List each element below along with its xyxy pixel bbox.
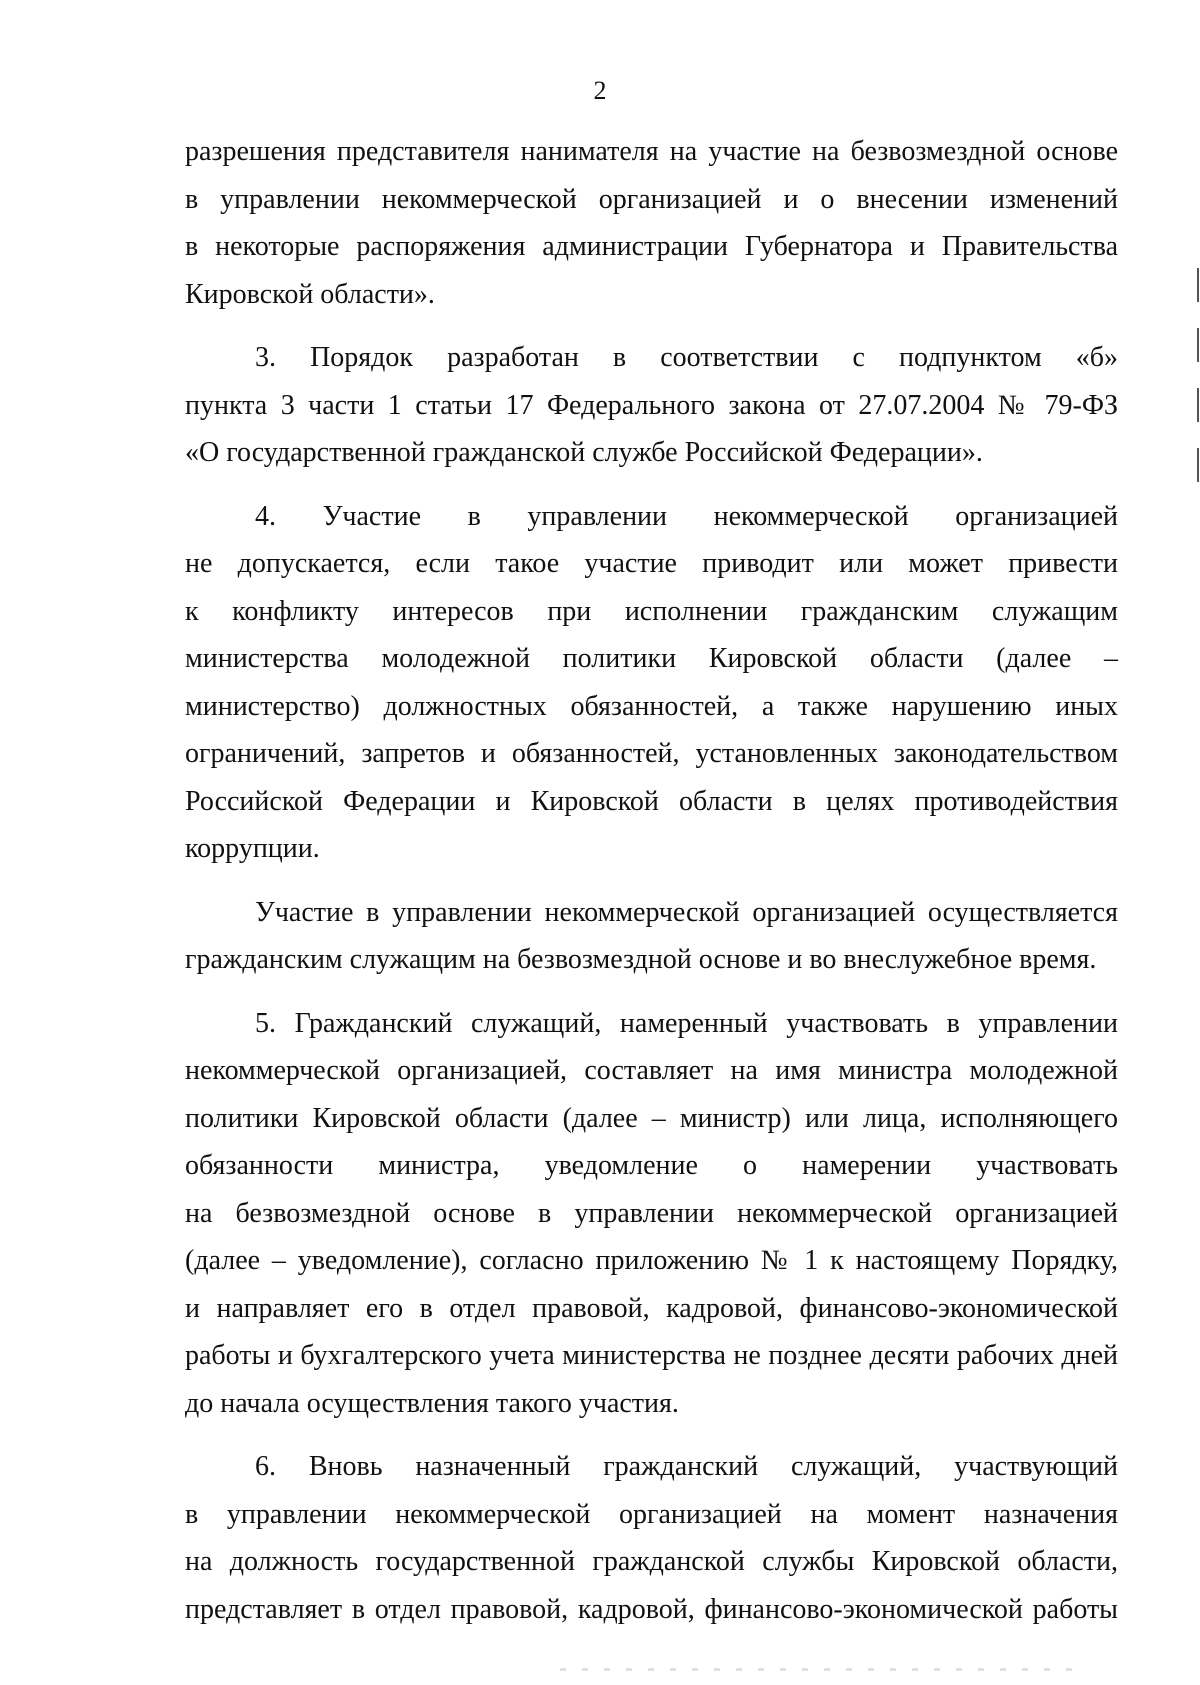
page-number: 2 (593, 76, 607, 105)
text-line: министерство) должностных обязанностей, а также нарушению иных (185, 690, 1118, 722)
text-line: Российской Федерации и Кировской области в целях противодействия (185, 785, 1118, 817)
text-line: коррупции. (185, 833, 320, 864)
text-line: гражданским служащим на безвозмездной основе и во внеслужебное время. (185, 944, 1097, 975)
text-line: (далее – уведомление), согласно приложению № 1 к настоящему Порядку, (185, 1245, 1118, 1276)
text-line: разрешения представителя нанимателя на участие на безвозмездной основе (185, 136, 1118, 167)
text-line: «О государственной гражданской службе Российской Федерации». (185, 437, 983, 468)
paragraph-gap (185, 318, 1118, 334)
text-line: не допускается, если такое участие приводит или может привести (185, 548, 1118, 579)
text-line: на безвозмездной основе в управлении некоммерческой организацией (185, 1197, 1118, 1229)
scan-margin-mark (1197, 388, 1199, 422)
text-line: представляет в отдел правовой, кадровой, финансово-экономической работы (185, 1593, 1118, 1625)
document-body (185, 128, 1118, 1633)
scan-margin-mark (1197, 268, 1199, 302)
paragraph-6-start: 6. Вновь назначенный гражданский служащий, участвующий (255, 1451, 1118, 1482)
text-line: в управлении некоммерческой организацией на момент назначения (185, 1498, 1118, 1530)
scan-bottom-noise (560, 1668, 1080, 1671)
text-line: до начала осуществления такого участия. (185, 1387, 679, 1419)
scan-margin-marks (1196, 268, 1200, 498)
paragraph-5-start: 5. Гражданский служащий, намеренный участвовать в управлении (255, 1007, 1118, 1039)
paragraph-4-start: 4. Участие в управлении некоммерческой организацией (255, 500, 1118, 532)
scan-margin-mark (1197, 328, 1199, 362)
text-line: министерства молодежной политики Кировской области (далее – (185, 643, 1118, 674)
text-line: в управлении некоммерческой организацией и о внесении изменений (185, 183, 1118, 215)
paragraph-gap (185, 477, 1118, 493)
paragraph-gap (185, 1427, 1118, 1443)
text-line: и направляет его в отдел правовой, кадровой, финансово-экономической (185, 1292, 1118, 1324)
paragraph-gap (185, 873, 1118, 889)
text-line: в некоторые распоряжения администрации Губернатора и Правительства (185, 231, 1118, 262)
text-line: ограничений, запретов и обязанностей, установленных законодательством (185, 738, 1118, 769)
text-line: работы и бухгалтерского учета министерства не позднее десяти рабочих дней (185, 1340, 1118, 1371)
text-line: пункта 3 части 1 статьи 17 Федерального закона от 27.07.2004 № 79-ФЗ (185, 389, 1118, 421)
text-line: политики Кировской области (далее – министр) или лица, исполняющего (185, 1102, 1118, 1134)
scan-margin-mark (1197, 448, 1199, 482)
text-line: Кировской области». (185, 278, 435, 310)
text-line: на должность государственной гражданской службы Кировской области, (185, 1546, 1118, 1577)
paragraph-4b-start: Участие в управлении некоммерческой организацией осуществляется (255, 896, 1118, 928)
paragraph-gap (185, 984, 1118, 1000)
text-line: обязанности министра, уведомление о намерении участвовать (185, 1150, 1118, 1181)
text-line: некоммерческой организацией, составляет на имя министра молодежной (185, 1055, 1118, 1086)
text-line: к конфликту интересов при исполнении гражданским служащим (185, 595, 1118, 627)
paragraph-3-start: 3. Порядок разработан в соответствии с подпунктом «б» (255, 342, 1118, 373)
